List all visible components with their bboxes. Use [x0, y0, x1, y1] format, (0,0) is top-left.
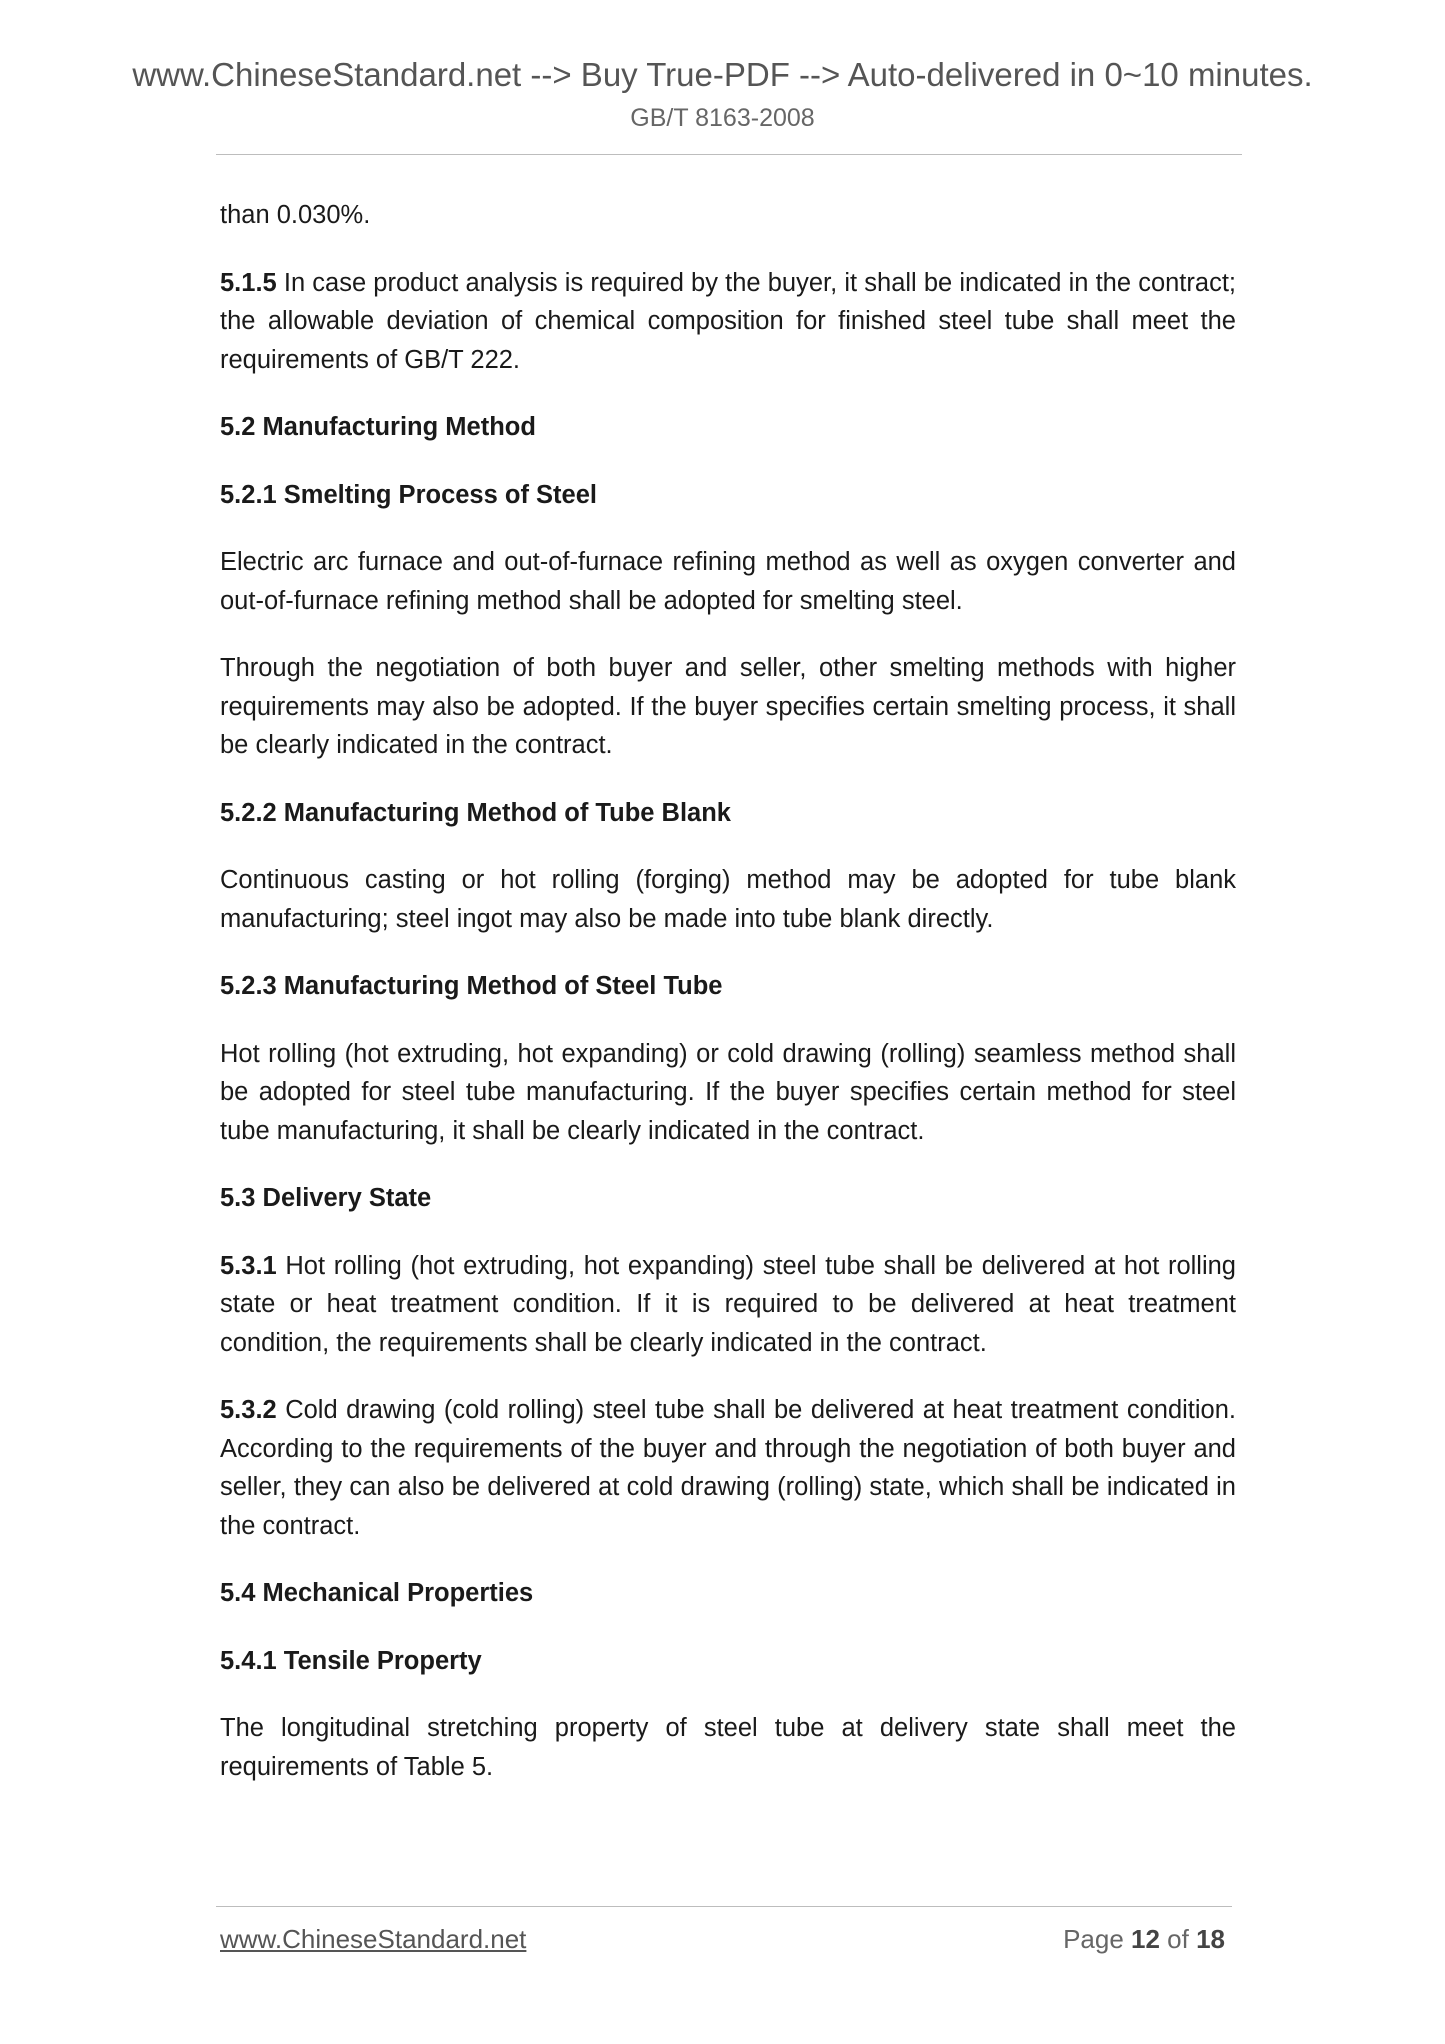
header-divider [216, 154, 1242, 155]
footer-website-link[interactable]: www.ChineseStandard.net [220, 1924, 527, 1954]
footer-divider [216, 1906, 1232, 1907]
heading-5-4: 5.4 Mechanical Properties [220, 1579, 534, 1607]
clause-5-3-2 [220, 1391, 1236, 1545]
document-number: GB/T 8163-2008 [630, 104, 815, 132]
clause-text: In case product analysis is required by the buyer, it shall be indicated in the contract; the allowable deviation of chemical composition for finished steel tube shall meet the requirements of GB/T 222. [220, 268, 1236, 374]
paragraph-tube-blank: Continuous casting or hot rolling (forging) method may be adopted for tube blank manufacturing; steel ingot may also be made into tube blank directly. [220, 866, 1236, 933]
clause-number: 5.3.1 [220, 1251, 277, 1280]
paragraph-continuation: than 0.030%. [220, 201, 371, 229]
document-body [220, 196, 1236, 1815]
page-indicator [1063, 1924, 1225, 1955]
paragraph-smelting-1: Electric arc furnace and out-of-furnace refining method as well as oxygen converter and out-of-furnace refining method shall be adopted for smelting steel. [220, 548, 1236, 615]
page-total: 18 [1196, 1924, 1225, 1954]
clause-5-1-5 [220, 264, 1236, 380]
clause-5-3-1 [220, 1247, 1236, 1363]
header-banner: www.ChineseStandard.net --> Buy True-PDF --> Auto-delivered in 0~10 minutes. [132, 56, 1313, 93]
heading-5-2-3: 5.2.3 Manufacturing Method of Steel Tube [220, 972, 723, 1000]
clause-number: 5.1.5 [220, 268, 277, 297]
heading-5-4-1: 5.4.1 Tensile Property [220, 1646, 482, 1675]
heading-5-3: 5.3 Delivery State [220, 1184, 432, 1212]
clause-text: Cold drawing (cold rolling) steel tube shall be delivered at heat treatment condition. According to the requirements of the buyer and through the negotiation of both buyer and seller, they can also be delivered at cold drawing (rolling) state, which shall be indicated in the contract. [220, 1396, 1236, 1540]
page-prefix: Page [1063, 1924, 1132, 1954]
page-of: of [1159, 1924, 1197, 1954]
page-current: 12 [1131, 1924, 1160, 1954]
clause-text: Hot rolling (hot extruding, hot expanding) steel tube shall be delivered at hot rolling state or heat treatment condition. If it is required to be delivered at heat treatment condition, the requirements shall be clearly indicated in the contract. [220, 1251, 1236, 1357]
heading-5-2-2: 5.2.2 Manufacturing Method of Tube Blank [220, 798, 731, 827]
clause-number: 5.3.2 [220, 1396, 277, 1424]
heading-5-2: 5.2 Manufacturing Method [220, 413, 536, 441]
paragraph-steel-tube: Hot rolling (hot extruding, hot expanding) or cold drawing (rolling) seamless method shall be adopted for steel tube manufacturing. If the buyer specifies certain method for steel tube manufacturing, it shall be clearly indicated in the contract. [220, 1039, 1236, 1145]
paragraph-smelting-2: Through the negotiation of both buyer and seller, other smelting methods with higher requirements may also be adopted. If the buyer specifies certain smelting process, it shall be clearly indicated in the contract. [220, 654, 1236, 759]
paragraph-tensile: The longitudinal stretching property of steel tube at delivery state shall meet the requirements of Table 5. [220, 1714, 1236, 1781]
heading-5-2-1: 5.2.1 Smelting Process of Steel [220, 480, 597, 509]
